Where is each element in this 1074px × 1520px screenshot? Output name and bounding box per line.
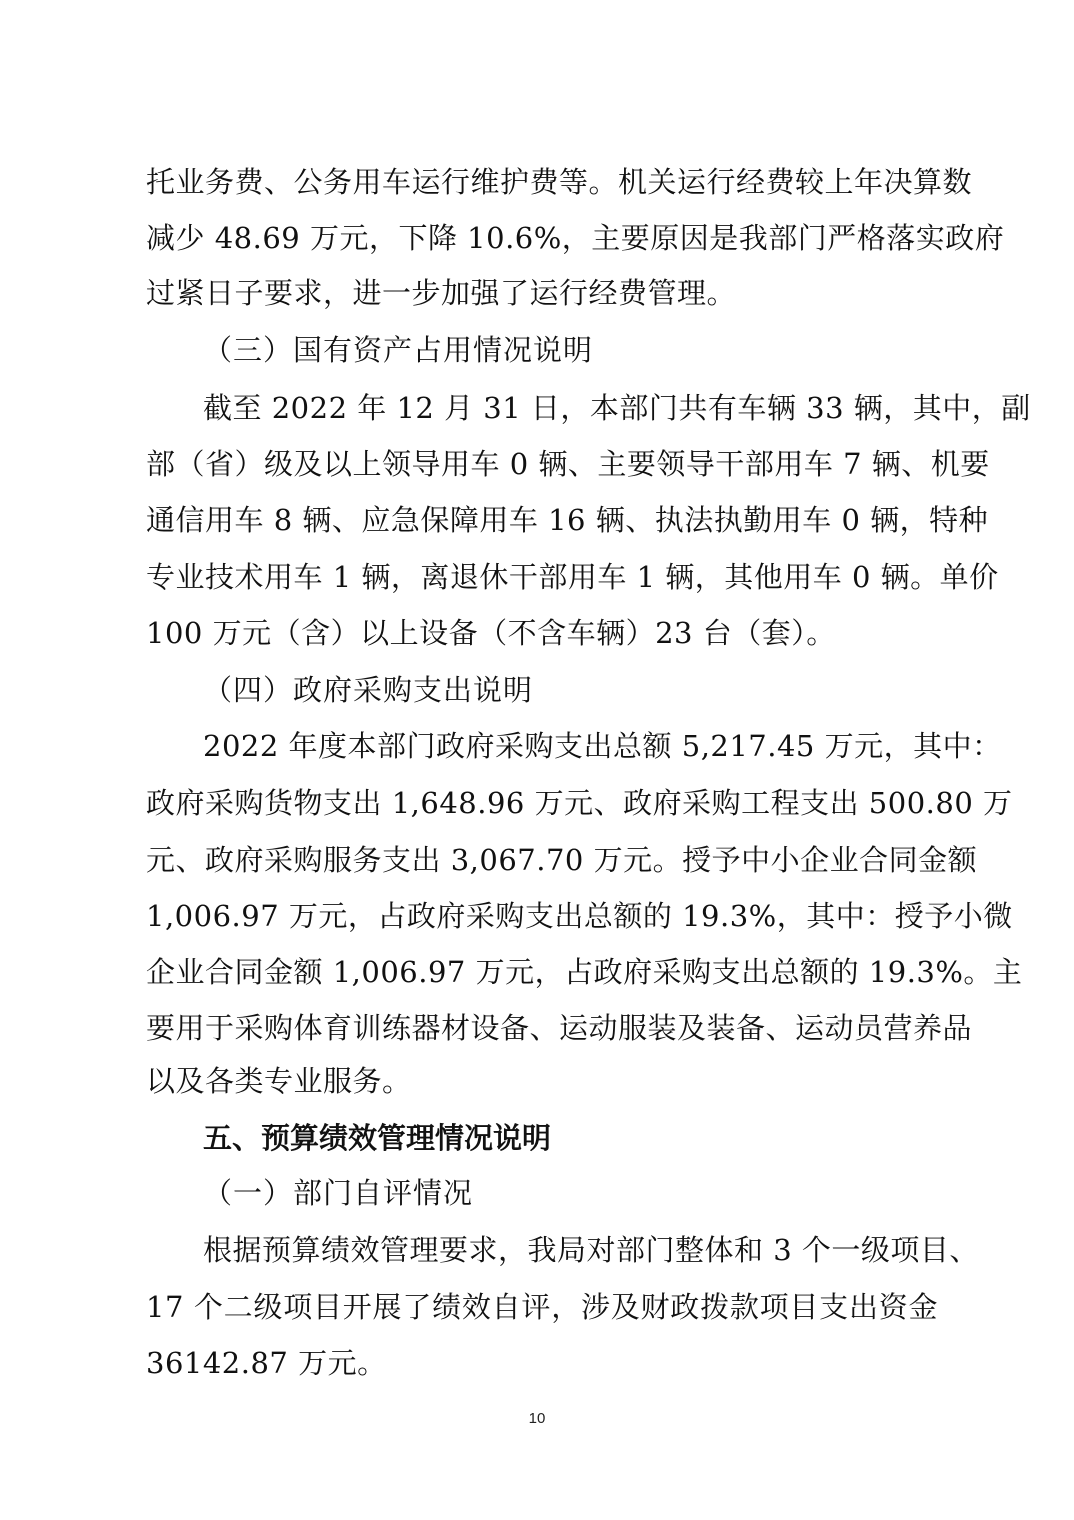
body-text-line: 托业务费、公务用车运行维护费等。机关运行经费较上年决算数 <box>146 165 973 199</box>
chapter-heading-performance: 五、预算绩效管理情况说明 <box>203 1121 552 1155</box>
body-text-line: 部（省）级及以上领导用车 0 辆、主要领导干部用车 7 辆、机要 <box>146 447 990 481</box>
subsection-heading-self-evaluation: （一）部门自评情况 <box>203 1176 474 1210</box>
body-text-line: 以及各类专业服务。 <box>146 1064 412 1098</box>
section-heading-assets: （三）国有资产占用情况说明 <box>203 333 594 367</box>
page-number: 10 <box>528 1410 546 1427</box>
body-text-line: 36142.87 万元。 <box>146 1346 387 1380</box>
body-text-line: 根据预算绩效管理要求，我局对部门整体和 3 个一级项目、 <box>203 1233 979 1267</box>
body-text-line: 100 万元（含）以上设备（不含车辆）23 台（套）。 <box>146 616 836 650</box>
body-text-line: 政府采购货物支出 1,648.96 万元、政府采购工程支出 500.80 万 <box>146 786 1013 820</box>
body-text-line: 专业技术用车 1 辆，离退休干部用车 1 辆，其他用车 0 辆。单价 <box>146 560 999 594</box>
body-text-line: 17 个二级项目开展了绩效自评，涉及财政拨款项目支出资金 <box>146 1290 938 1324</box>
body-text-line: 要用于采购体育训练器材设备、运动服装及装备、运动员营养品 <box>146 1011 973 1045</box>
body-text-line: 过紧日子要求，进一步加强了运行经费管理。 <box>146 276 737 310</box>
body-text-line: 减少 48.69 万元，下降 10.6%，主要原因是我部门严格落实政府 <box>146 221 1005 255</box>
body-text-line: 2022 年度本部门政府采购支出总额 5,217.45 万元，其中： <box>203 729 1002 763</box>
section-heading-procurement: （四）政府采购支出说明 <box>203 673 534 707</box>
body-text-line: 企业合同金额 1,006.97 万元，占政府采购支出总额的 19.3%。主 <box>146 955 1023 989</box>
body-text-line: 元、政府采购服务支出 3,067.70 万元。授予中小企业合同金额 <box>146 843 978 877</box>
body-text-line: 通信用车 8 辆、应急保障用车 16 辆、执法执勤用车 0 辆，特种 <box>146 503 989 537</box>
body-text-line: 截至 2022 年 12 月 31 日，本部门共有车辆 33 辆，其中，副 <box>203 391 1031 425</box>
body-text-line: 1,006.97 万元，占政府采购支出总额的 19.3%，其中：授予小微 <box>146 899 1013 933</box>
